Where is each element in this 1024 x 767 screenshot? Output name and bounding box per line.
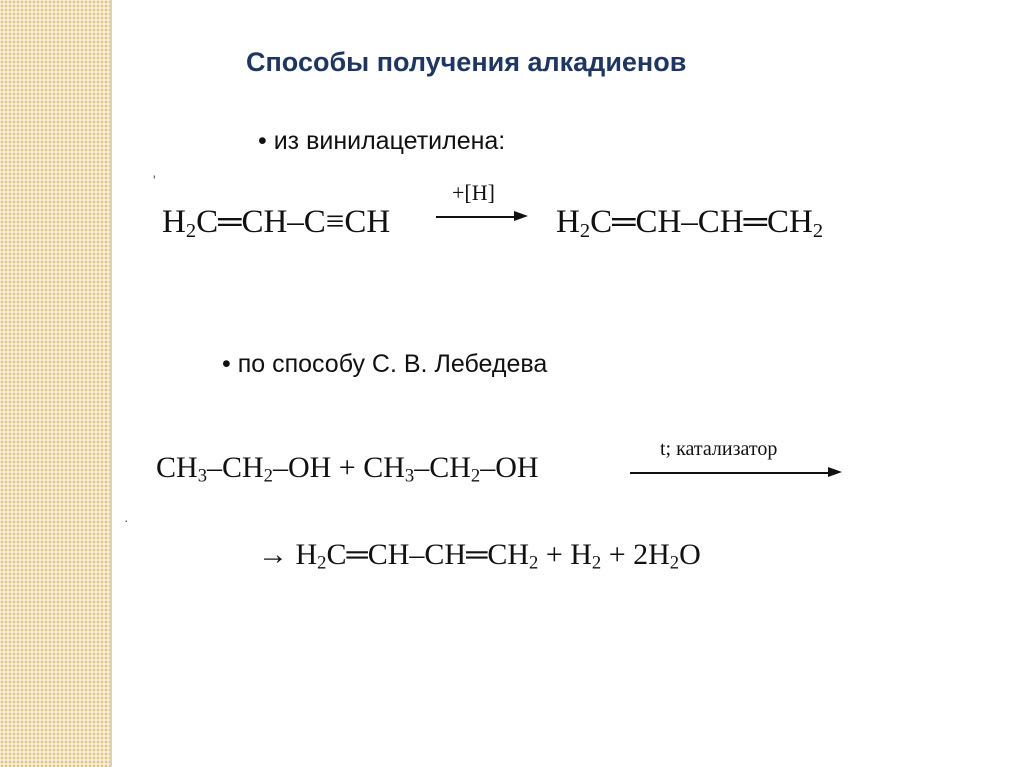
reaction2-condition: t; катализатор xyxy=(660,438,778,460)
reaction2-reactants: $CH_3-CH_2-OH + CH_3-CH_2-OH$ xyxy=(156,451,539,487)
reaction1-product: $H_2C═CH-CH═CH_2$ xyxy=(556,204,824,243)
reaction2-products: → $H_2C═CH-CH═CH_2 + H_2 + 2H_2O$ xyxy=(258,538,701,574)
bullet-vinylacetylene: • из винилацетилена: xyxy=(258,127,506,155)
reaction1-arrow xyxy=(436,180,528,230)
scan-speck: ' xyxy=(153,172,156,188)
bullet-lebedev: • по способу С. В. Лебедева xyxy=(222,350,548,378)
arrow-shaft xyxy=(630,472,830,474)
reaction1-condition: +[H] xyxy=(452,180,495,205)
decorative-side-band xyxy=(0,0,110,767)
arrow-head-icon xyxy=(828,467,842,477)
arrow-head-icon xyxy=(514,211,528,221)
side-divider xyxy=(110,0,112,767)
reaction2-arrow xyxy=(630,438,844,488)
slide-title: Способы получения алкадиенов xyxy=(246,47,687,77)
reaction1-reactant: $H_2C═CH-C\equiv CH$ xyxy=(162,204,391,243)
scan-speck: · xyxy=(124,512,129,528)
arrow-shaft xyxy=(436,216,516,218)
